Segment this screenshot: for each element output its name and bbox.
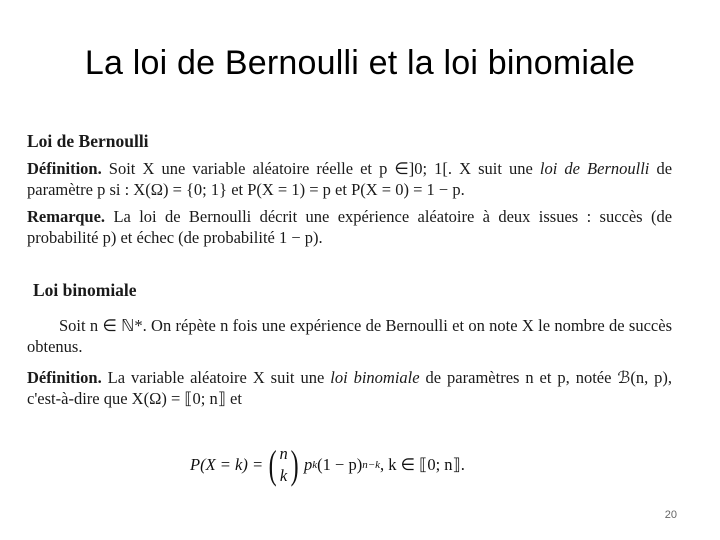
definition-text-cont: de paramètre p si : X(Ω) = {0; 1} et P(X = 1) = p et P(X = 0) = 1 − p. — [27, 159, 673, 199]
bernoulli-section — [27, 131, 672, 248]
binomial-intro: Soit n ∈ ℕ*. On répète n fois une expérience de Bernoulli et on note X le nombre de succès obtenus. — [27, 316, 672, 356]
binom-top: n — [279, 444, 288, 463]
bernoulli-heading: Loi de Bernoulli — [27, 131, 149, 151]
definition-text: Soit X une variable aléatoire réelle et p ∈]0; 1[. X suit une — [108, 159, 533, 178]
definition-text-cont: de paramètres n et p, notée ℬ(n, p), c'est-à-dire que X(Ω) = ⟦0; n⟧ et — [27, 368, 673, 408]
page-number: 20 — [664, 509, 677, 521]
slide-title: La loi de Bernoulli et la loi binomiale — [84, 44, 636, 82]
formula-range: , k ∈ ⟦0; n⟧. — [380, 455, 465, 474]
binomial-definition — [27, 367, 672, 409]
binomial-heading: Loi binomiale — [33, 280, 137, 300]
bernoulli-remark — [27, 206, 672, 248]
binomial-formula: P(X = k) = ( n k ) p k (1 − p) n−k , k ∈ ⟦0; n⟧. — [190, 442, 465, 487]
binom-bottom: k — [279, 466, 288, 485]
formula-p: p — [304, 455, 313, 474]
definition-term: loi binomiale — [330, 368, 420, 387]
formula-lhs: P(X = k) = — [190, 455, 264, 474]
definition-label: Définition. — [27, 368, 102, 387]
binomial-section — [27, 280, 672, 409]
remark-text: La loi de Bernoulli décrit une expérience aléatoire à deux issues : succès (de probabilité p) et échec (de probabilité 1 − p). — [27, 207, 673, 247]
bernoulli-definition — [27, 158, 672, 200]
formula-one-minus-p: (1 − p) — [317, 455, 363, 474]
definition-label: Définition. — [27, 159, 102, 178]
definition-text: La variable aléatoire X suit une — [107, 368, 325, 387]
binomial-coefficient: ( n k ) — [268, 442, 299, 487]
remark-label: Remarque. — [27, 207, 106, 226]
definition-term: loi de Bernoulli — [539, 159, 650, 178]
